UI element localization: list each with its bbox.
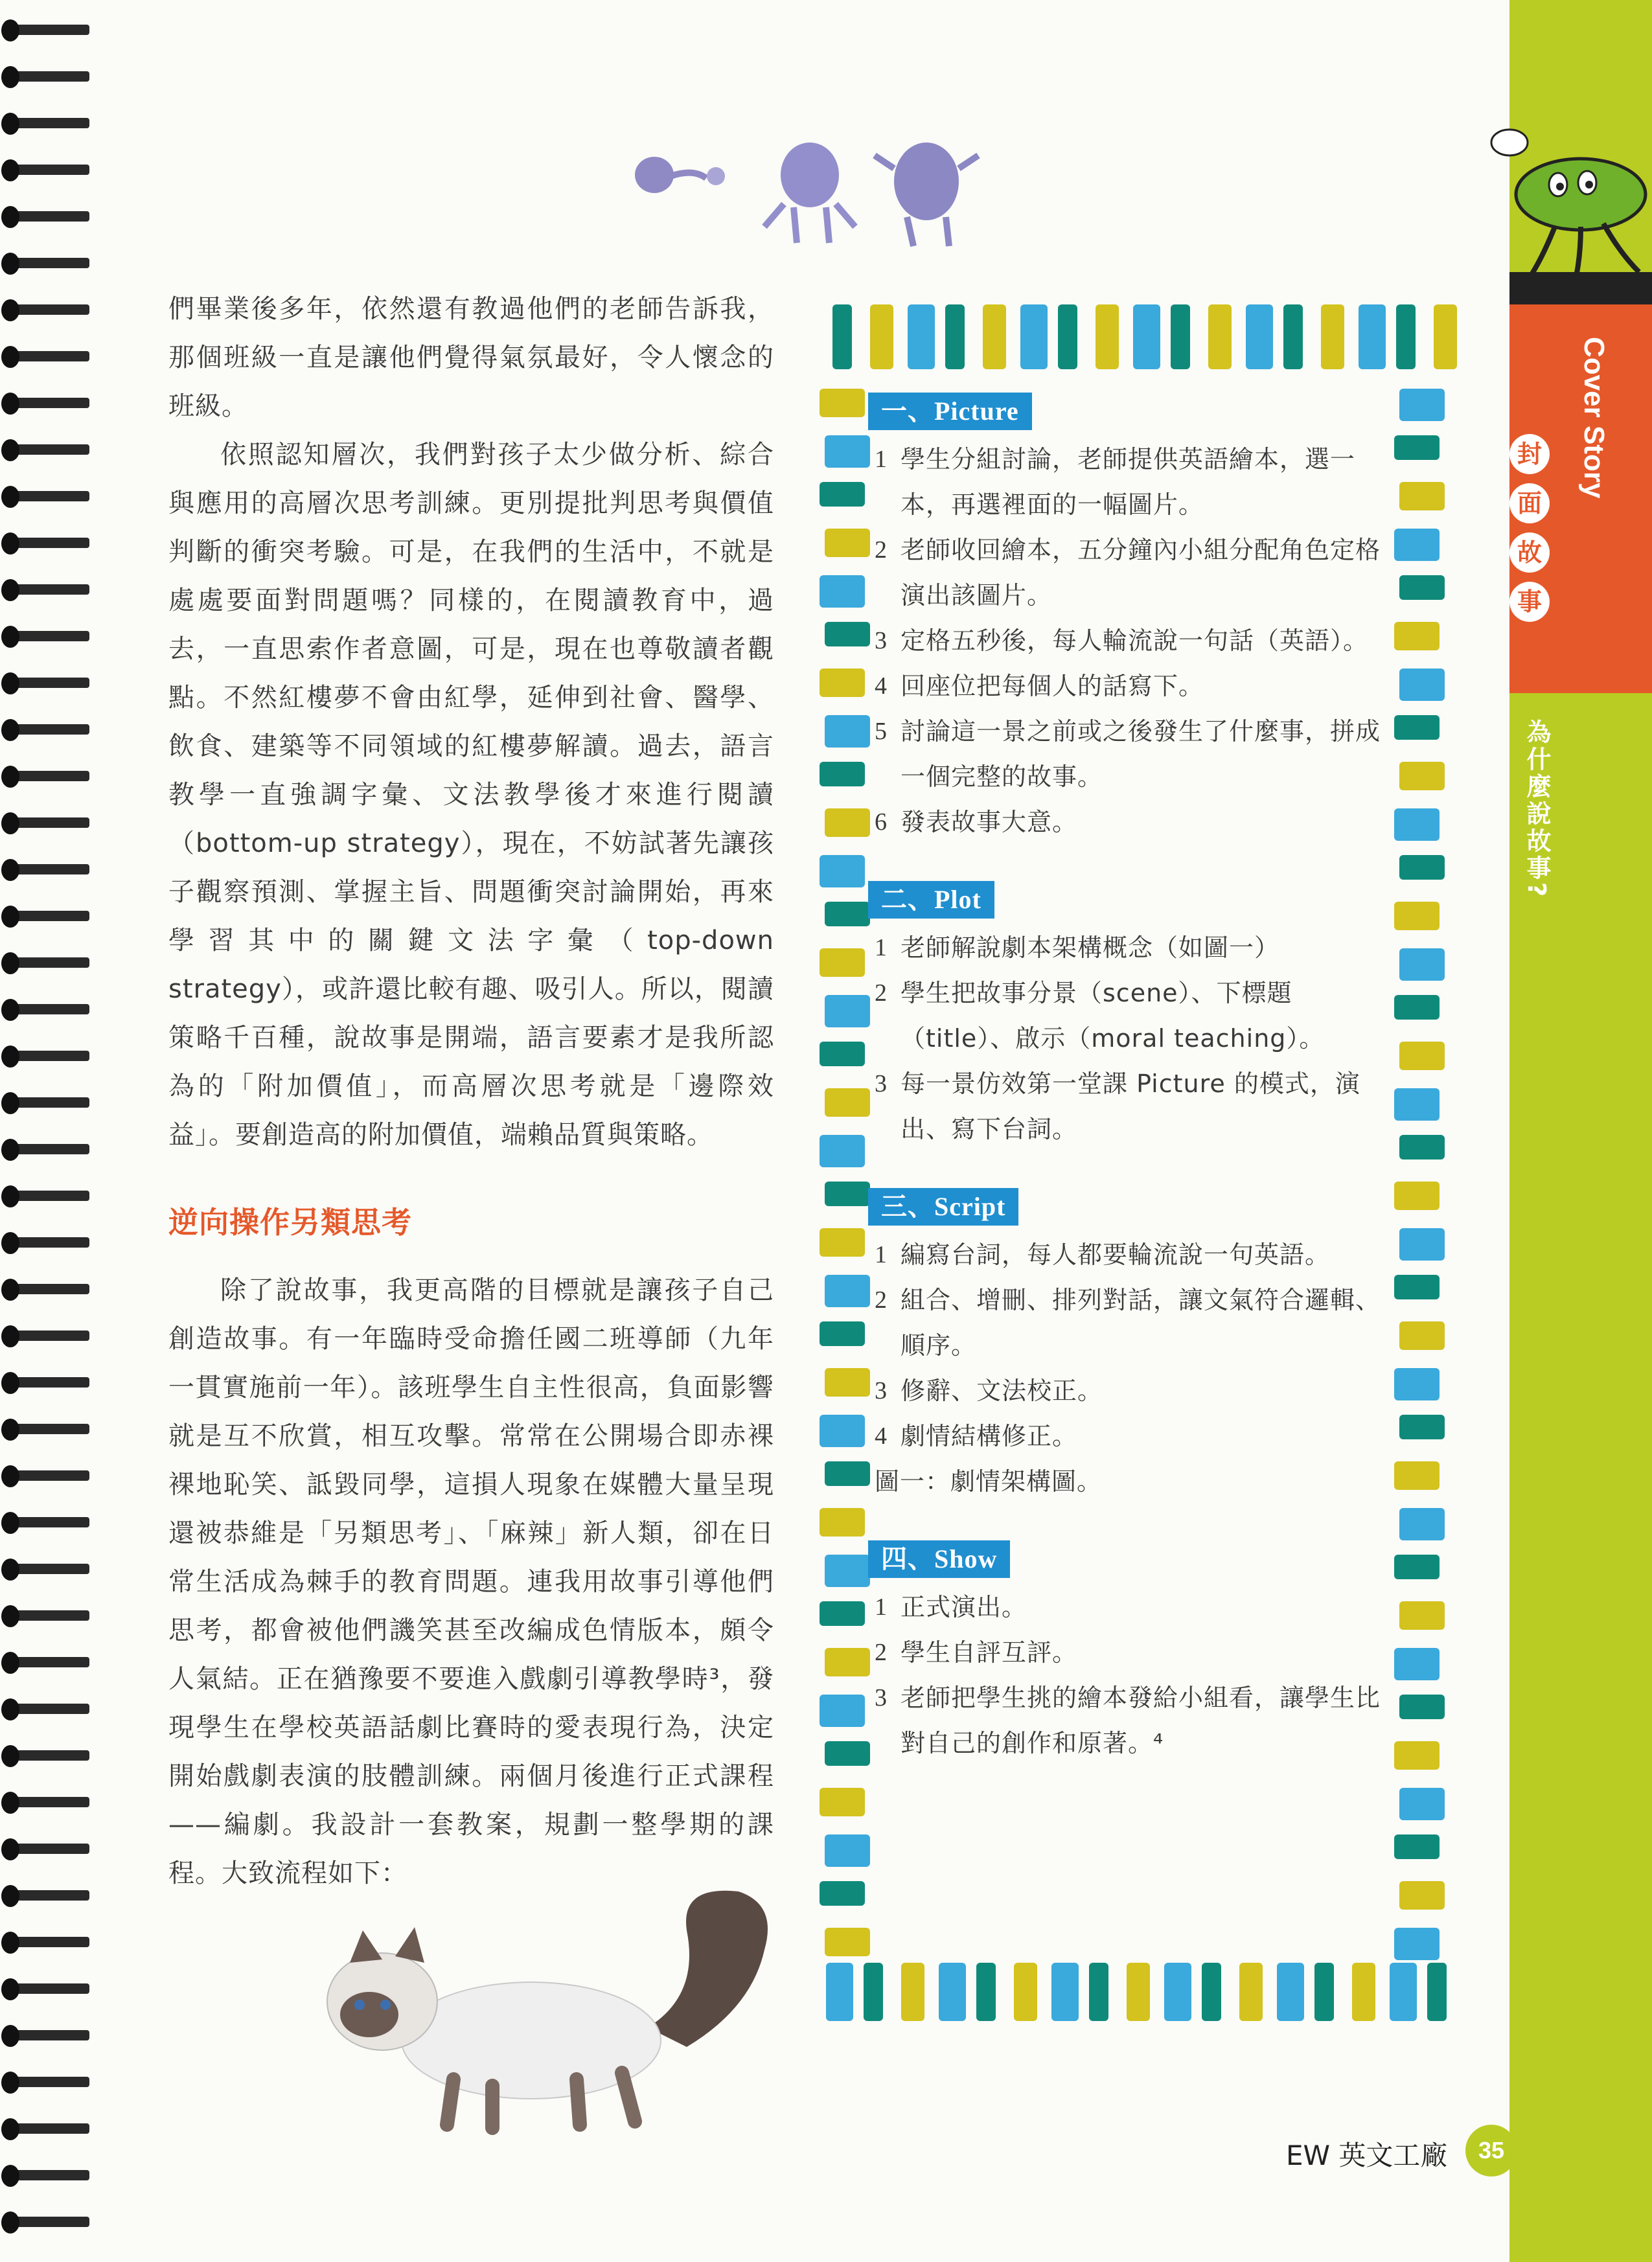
binding-ring — [5, 1792, 96, 1818]
frame-stripe — [1394, 1928, 1440, 1960]
frame-stripe — [825, 995, 870, 1027]
list-item — [875, 437, 1399, 527]
item-text: 學生自評互評。 — [901, 1638, 1078, 1667]
frame-stripe — [825, 1182, 870, 1206]
list-item — [875, 1675, 1399, 1766]
frame-stripe — [1394, 529, 1440, 561]
item-number: 5 — [875, 718, 888, 745]
paragraph: 依照認知層次，我們對孩子太少做分析、綜合與應用的高層次思考訓練。更別提批判思考與價值判斷的衝突考驗。可是，在我們的生活中，不就是處處要面對問題嗎？同樣的，在閱讀教育中，過去，一直思索作者意圖，可是，現在也尊敬讀者觀點。不然紅樓夢不會由紅學，延伸到社會、醫學、飲食、建築等不同領域的紅樓夢解讀。過去，語言教學一直強調字彙、文法教學後才來進行閱讀（bottom-up strategy），現在，不妨試著先讓孩子觀察預測、掌握主旨、問題衝突討論開始，再來學習其中的關鍵文法字彙（top-down strategy），或許還比較有趣、吸引人。所以，閱讀策略千百種，說故事是開端，語言要素才是我所認為的「附加價值」，而高層次思考就是「邊際效益」。要創造高的附加價值，端賴品質與策略。 — [168, 440, 774, 1150]
section-heading: 逆向操作另類思考 — [168, 1205, 412, 1240]
frame-stripe — [825, 1088, 870, 1117]
binding-ring — [5, 1185, 96, 1211]
paragraph: 除了說故事，我更高階的目標就是讓孩子自己創造故事。有一年臨時受命擔任國二班導師（九年一貫實施前一年）。該班學生自主性很高，負面影響就是互不欣賞，相互攻擊。常常在公開場合即赤裸裸地恥笑、詆毀同學，這損人現象在媒體大量呈現還被恭維是「另類思考」、「麻辣」新人類，卻在日常生活成為棘手的教育問題。連我用故事引導他們思考，都會被他們譏笑甚至改編成色情版本，頗令人氣結。正在猶豫要不要進入戲劇引導教學時³，發現學生在學校英語話劇比賽時的愛表現行為，決定開始戲劇表演的肢體訓練。兩個月後進行正式課程——編劇。我設計一套教案，規劃一整學期的課程。大致流程如下： — [168, 1275, 774, 1888]
frame-stripe — [825, 1275, 870, 1307]
frame-stripe — [825, 808, 870, 837]
section-label-plot: 二、Plot — [868, 881, 994, 919]
frame-stripe — [1014, 1963, 1037, 2021]
item-text: 發表故事大意。 — [901, 808, 1078, 836]
frame-stripe — [1396, 304, 1416, 369]
frame-stripe — [1133, 304, 1160, 369]
magazine-name: EW 英文工廠 — [1286, 2140, 1448, 2171]
binding-ring — [5, 1512, 96, 1538]
frame-stripe — [1394, 435, 1440, 460]
frame-stripe — [820, 389, 865, 417]
binding-ring — [5, 2118, 96, 2144]
article-body-left — [168, 285, 774, 1898]
binding-ring — [5, 812, 96, 838]
binding-ring — [5, 2072, 96, 2097]
binding-ring — [5, 952, 96, 978]
binding-ring — [5, 113, 96, 139]
frame-stripe — [820, 1228, 865, 1257]
binding-ring — [5, 159, 96, 185]
list-item — [875, 663, 1399, 709]
item-text: 老師收回繪本，五分鐘內小組分配角色定格演出該圖片。 — [901, 536, 1381, 610]
binding-ring — [5, 1419, 96, 1445]
binding-ring — [5, 1372, 96, 1398]
frame-stripe — [826, 1963, 853, 2021]
frame-stripe — [1208, 304, 1232, 369]
binding-ring — [5, 66, 96, 92]
item-text: 討論這一景之前或之後發生了什麼事，拼成一個完整的故事。 — [901, 717, 1381, 791]
frame-stripe — [825, 902, 870, 926]
cover-zh-char: 封 — [1509, 434, 1550, 474]
binding-ring — [5, 439, 96, 465]
item-text: 正式演出。 — [901, 1593, 1027, 1621]
frame-stripe — [820, 855, 865, 887]
frame-stripe — [820, 1788, 865, 1816]
list-show — [875, 1584, 1399, 1766]
frame-stripe — [1089, 1963, 1108, 2021]
tadpole-frog-illustration — [622, 130, 1011, 285]
frame-stripe — [1394, 1461, 1440, 1490]
binding-ring — [5, 2211, 96, 2237]
frame-stripe — [825, 1648, 870, 1676]
item-text: 每一景仿效第一堂課 Picture 的模式，演出、寫下台詞。 — [901, 1069, 1360, 1143]
frame-stripe — [820, 1881, 865, 1906]
frame-stripe — [1246, 304, 1273, 369]
frame-stripe — [820, 482, 865, 507]
item-text: 學生分組討論，老師提供英語繪本，選一本，再選裡面的一幅圖片。 — [901, 445, 1356, 519]
frame-stripe — [1394, 808, 1440, 841]
frame-stripe — [1399, 1415, 1445, 1439]
frame-stripe — [832, 304, 852, 369]
frame-stripe — [1394, 902, 1440, 930]
item-text: 編寫台詞，每人都要輪流說一句英語。 — [901, 1240, 1331, 1269]
list-item — [875, 1584, 1399, 1630]
binding-ring — [5, 579, 96, 605]
binding-ring — [5, 1605, 96, 1631]
frame-stripe — [1399, 575, 1445, 600]
frame-stripe — [820, 668, 865, 697]
item-text: 回座位把每個人的話寫下。 — [901, 672, 1204, 700]
item-text: 修辭、文法校正。 — [901, 1377, 1103, 1405]
frame-stripe — [939, 1963, 966, 2021]
binding-ring — [5, 532, 96, 558]
frame-stripe — [1390, 1963, 1417, 2021]
binding-ring — [5, 859, 96, 885]
frame-stripe — [1399, 389, 1445, 421]
item-number: 3 — [875, 1377, 888, 1404]
frame-stripe — [1359, 304, 1386, 369]
binding-ring — [5, 1232, 96, 1258]
cat-illustration — [285, 1866, 777, 2138]
frame-stripe — [1399, 1601, 1445, 1630]
frame-stripe — [1399, 1508, 1445, 1540]
list-item — [875, 618, 1399, 663]
section-subtitle: 為什麼說故事? — [1522, 719, 1551, 900]
frame-stripe — [825, 622, 870, 646]
binding-ring — [5, 19, 96, 45]
binding-ring — [5, 393, 96, 418]
frame-stripe — [825, 435, 870, 468]
cover-zh-char: 事 — [1509, 582, 1550, 622]
frame-stripe — [1434, 304, 1457, 369]
binding-ring — [5, 1139, 96, 1165]
list-item — [875, 970, 1399, 1061]
frame-stripe — [820, 1321, 865, 1346]
item-number: 2 — [875, 979, 888, 1007]
frame-stripe — [1399, 1321, 1445, 1350]
frame-stripe — [820, 1508, 865, 1537]
frame-stripe — [825, 1555, 870, 1587]
binding-ring — [5, 1932, 96, 1958]
list-item — [875, 709, 1399, 799]
binding-ring — [5, 206, 96, 232]
item-text: 學生把故事分景（scene）、下標題（title）、啟示（moral teaching）。 — [901, 979, 1325, 1053]
frame-stripe — [945, 304, 965, 369]
section-label-script: 三、Script — [868, 1188, 1018, 1226]
list-item — [875, 1413, 1399, 1459]
frame-stripe — [901, 1963, 924, 2021]
item-number: 6 — [875, 808, 888, 836]
frame-stripe — [825, 529, 870, 557]
frame-stripe — [825, 1834, 870, 1867]
binding-ring — [5, 766, 96, 792]
frame-stripe — [1096, 304, 1119, 369]
item-number: 4 — [875, 672, 888, 700]
binding-ring — [5, 1652, 96, 1678]
binding-ring — [5, 299, 96, 325]
frame-stripe — [1399, 1135, 1445, 1160]
item-number: 3 — [875, 627, 888, 654]
item-text: 定格五秒後，每人輪流說一句話（英語）。 — [901, 626, 1369, 655]
cover-story-label: Cover Story — [1578, 337, 1610, 499]
frame-stripe — [825, 1928, 870, 1956]
frame-stripe — [1399, 1881, 1445, 1910]
item-number: 1 — [875, 446, 888, 473]
item-number: 2 — [875, 1639, 888, 1666]
frame-stripe — [908, 304, 935, 369]
binding-ring — [5, 626, 96, 652]
item-text: 劇情結構修正。 — [901, 1422, 1078, 1450]
binding-ring — [5, 486, 96, 512]
frame-stripe — [820, 1601, 865, 1626]
frame-stripe — [1399, 1042, 1445, 1070]
binding-ring — [5, 999, 96, 1025]
frame-stripe — [1399, 1695, 1445, 1719]
frame-stripe — [1394, 1648, 1440, 1680]
frame-stripe — [825, 715, 870, 748]
frame-stripe — [1399, 1228, 1445, 1261]
item-number: 2 — [875, 1286, 888, 1314]
item-number: 1 — [875, 1241, 888, 1268]
binding-ring — [5, 346, 96, 372]
frame-stripe — [1394, 1275, 1440, 1299]
item-text: 老師把學生挑的繪本發給小組看，讓學生比對自己的創作和原著。⁴ — [901, 1684, 1381, 1757]
binding-ring — [5, 1092, 96, 1118]
frame-stripe — [1127, 1963, 1150, 2021]
frame-stripe — [1352, 1963, 1375, 2021]
frame-stripe — [870, 304, 893, 369]
frame-stripe — [820, 1695, 865, 1727]
item-number: 1 — [875, 934, 888, 961]
frame-stripe — [1202, 1963, 1221, 2021]
item-number: 1 — [875, 1594, 888, 1621]
cover-zh-char: 面 — [1509, 483, 1550, 523]
frame-stripe — [864, 1963, 883, 2021]
section-label-picture: 一、Picture — [868, 393, 1032, 430]
frame-stripe — [820, 1415, 865, 1447]
binding-ring — [5, 1045, 96, 1071]
frame-stripe — [1394, 622, 1440, 650]
frame-stripe — [1051, 1963, 1079, 2021]
frame-stripe — [820, 1135, 865, 1167]
frame-stripe — [820, 575, 865, 608]
list-item — [875, 925, 1399, 970]
binding-ring — [5, 1978, 96, 2004]
page-number: 35 — [1465, 2125, 1517, 2176]
binding-ring — [5, 1325, 96, 1351]
cover-story-zh — [1509, 434, 1548, 631]
frame-stripe — [1394, 1834, 1440, 1859]
frame-stripe — [1394, 995, 1440, 1020]
item-number: 4 — [875, 1422, 888, 1450]
frame-stripe — [1399, 668, 1445, 701]
alien-mascot-icon — [1484, 123, 1652, 291]
binding-ring — [5, 2025, 96, 2051]
binding-ring — [5, 253, 96, 279]
binding-ring — [5, 1559, 96, 1584]
binding-ring — [5, 906, 96, 931]
frame-stripe — [1283, 304, 1303, 369]
frame-stripe — [825, 1368, 870, 1397]
frame-stripe — [1394, 1555, 1440, 1579]
frame-stripe — [1399, 855, 1445, 880]
list-item — [875, 527, 1399, 618]
item-number: 3 — [875, 1070, 888, 1097]
frame-stripe — [820, 762, 865, 786]
cover-zh-char: 故 — [1509, 532, 1550, 573]
spiral-binding — [0, 0, 104, 2262]
frame-stripe — [820, 948, 865, 977]
frame-stripe — [825, 1461, 870, 1486]
binding-ring — [5, 1465, 96, 1491]
frame-stripe — [1399, 762, 1445, 790]
frame-stripe — [820, 1042, 865, 1066]
item-text: 老師解說劇本架構概念（如圖一） — [901, 933, 1280, 962]
binding-ring — [5, 1885, 96, 1911]
item-text: 組合、增刪、排列對話，讓文氣符合邏輯、順序。 — [901, 1286, 1381, 1360]
list-picture — [875, 437, 1399, 845]
list-item — [875, 1368, 1399, 1413]
paragraph: 們畢業後多年，依然還有教過他們的老師告訴我，那個班級一直是讓他們覺得氣氛最好，令人懷念的班級。 — [168, 294, 774, 421]
frame-stripe — [1239, 1963, 1263, 2021]
frame-stripe — [1427, 1963, 1447, 2021]
binding-ring — [5, 672, 96, 698]
frame-stripe — [976, 1963, 996, 2021]
frame-stripe — [825, 1741, 870, 1766]
list-plot — [875, 925, 1399, 1152]
frame-stripe — [1058, 304, 1077, 369]
item-number: 2 — [875, 536, 888, 564]
binding-ring — [5, 1279, 96, 1305]
frame-stripe — [1020, 304, 1048, 369]
binding-ring — [5, 719, 96, 745]
list-item — [875, 1061, 1399, 1152]
frame-stripe — [983, 304, 1006, 369]
frame-stripe — [1314, 1963, 1334, 2021]
frame-stripe — [1394, 715, 1440, 740]
frame-stripe — [1394, 1368, 1440, 1400]
frame-stripe — [1399, 482, 1445, 510]
frame-stripe — [1394, 1182, 1440, 1210]
list-item — [875, 1232, 1399, 1277]
frame-stripe — [1277, 1963, 1304, 2021]
binding-ring — [5, 1745, 96, 1771]
frame-stripe — [1394, 1088, 1440, 1121]
binding-ring — [5, 1698, 96, 1724]
figure-caption: 圖一：劇情架構圖。 — [875, 1467, 1103, 1496]
list-item — [875, 799, 1399, 845]
workflow-box — [875, 389, 1399, 1766]
list-item — [875, 1277, 1399, 1368]
list-item — [875, 1630, 1399, 1675]
frame-stripe — [1399, 948, 1445, 981]
binding-ring — [5, 1838, 96, 1864]
list-script — [875, 1232, 1399, 1504]
frame-stripe — [1321, 304, 1344, 369]
frame-stripe — [1164, 1963, 1191, 2021]
section-label-show: 四、Show — [868, 1540, 1010, 1578]
frame-stripe — [1171, 304, 1190, 369]
frame-stripe — [1394, 1741, 1440, 1770]
frame-stripe — [1399, 1788, 1445, 1820]
binding-ring — [5, 2165, 96, 2191]
item-number: 3 — [875, 1684, 888, 1711]
